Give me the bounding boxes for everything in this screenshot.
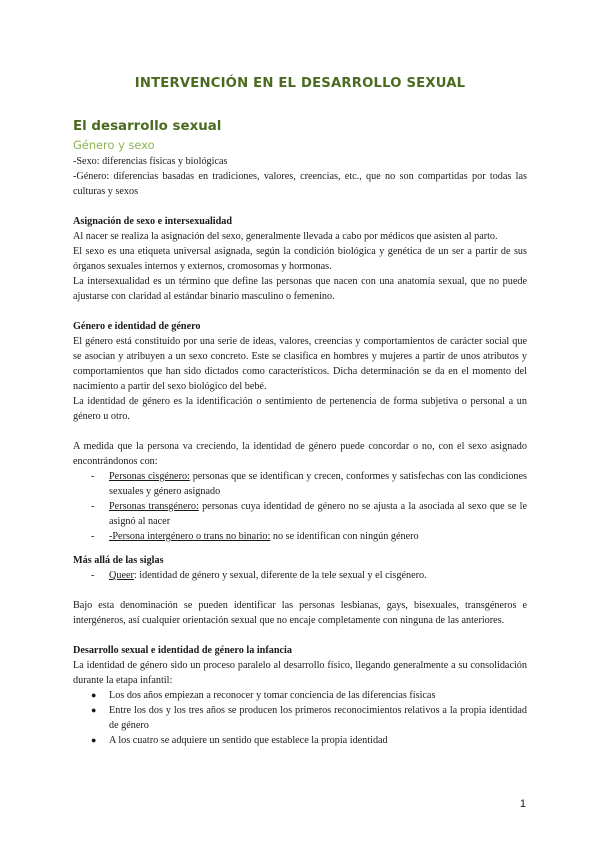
paragraph: A medida que la persona va creciendo, la identidad de género puede concordar o no, con el sexo asignado encontrándonos con:	[73, 441, 527, 467]
paragraph: -Género: diferencias basadas en tradiciones, valores, creencias, etc., que no son compartidas por todas las culturas y sexos	[73, 171, 527, 197]
term: Personas cisgénero:	[109, 471, 190, 482]
paragraph: La intersexualidad es un término que define las personas que nacen con una anatomía sexual, que no puede ajustarse con claridad al estándar binario masculino o femenino.	[73, 276, 527, 302]
bullet: ●	[91, 690, 97, 700]
paragraph: La identidad de género sido un proceso paralelo al desarrollo físico, llegando generalmente a su consolidación durante la etapa infantil:	[73, 660, 527, 686]
paragraph: El género está constituido por una serie de ideas, valores, creencias y comportamientos de carácter social que se asocian y atribuyen a un sexo concreto. Este se clasifica en hombres y mujeres a partir de unos atributos y comportamientos que han sido dictados como característicos. Dicha determinación se da en el momento del nacimiento a partir del sexo biológico del bebé.	[73, 336, 527, 392]
subsection-heading: Género e identidad de género	[73, 321, 201, 332]
list-item: ● Los dos años empiezan a reconocer y tomar conciencia de las diferencias físicas	[91, 690, 436, 701]
siglas-list	[73, 568, 527, 583]
paragraph: Bajo esta denominación se pueden identificar las personas lesbianas, gays, bisexuales, transgéneros e intergéneros, así cualquier orientación sexual que no encaje completamente con ninguna de las anteriores.	[73, 600, 527, 626]
section-heading: El desarrollo sexual	[73, 119, 222, 134]
document-title: INTERVENCIÓN EN EL DESARROLLO SEXUAL	[134, 76, 466, 91]
list-item: - Personas transgénero: personas cuya identidad de género no se ajusta a la asociada al sexo que se le asignó al nacer	[91, 501, 527, 527]
paragraph: -Sexo: diferencias físicas y biológicas	[73, 156, 228, 167]
development-list	[73, 688, 527, 748]
page-number: 1	[519, 798, 526, 810]
bullet: ●	[91, 735, 97, 745]
subsection-heading: Más allá de las siglas	[73, 555, 164, 566]
list-item: - Queer: identidad de género y sexual, diferente de la tele sexual y el cisgénero.	[91, 570, 427, 581]
document-body	[73, 117, 527, 748]
term: Queer	[109, 570, 134, 581]
term: Personas transgénero:	[109, 501, 199, 512]
list-item: ● A los cuatro se adquiere un sentido que establece la propia identidad	[91, 735, 388, 746]
section-subheading: Género y sexo	[73, 138, 155, 152]
list-item: - Personas cisgénero: personas que se identifican y crecen, conformes y satisfechas con las condiciones sexuales y género asignado	[91, 471, 527, 497]
subsection-heading: Desarrollo sexual e identidad de género la infancia	[73, 645, 292, 656]
subsection-heading: Asignación de sexo e intersexualidad	[73, 216, 233, 227]
gender-identity-list	[73, 469, 527, 544]
paragraph: La identidad de género es la identificación o sentimiento de pertenencia de forma subjetiva o personal a un género u otro.	[73, 396, 527, 422]
paragraph: El sexo es una etiqueta universal asignada, según la condición biológica y genética de un ser a partir de sus órganos sexuales internos y externos, cromosomas y hormonas.	[73, 246, 527, 272]
bullet: ●	[91, 705, 97, 715]
term: -Persona intergénero o trans no binario:	[109, 531, 271, 542]
paragraph: Al nacer se realiza la asignación del sexo, generalmente llevada a cabo por médicos que asisten al parto.	[73, 231, 498, 242]
list-item: ● Entre los dos y los tres años se producen los primeros reconocimientos relativos a la propia identidad de género	[91, 705, 527, 731]
list-item: - -Persona intergénero o trans no binario: no se identifican con ningún género	[91, 531, 419, 542]
